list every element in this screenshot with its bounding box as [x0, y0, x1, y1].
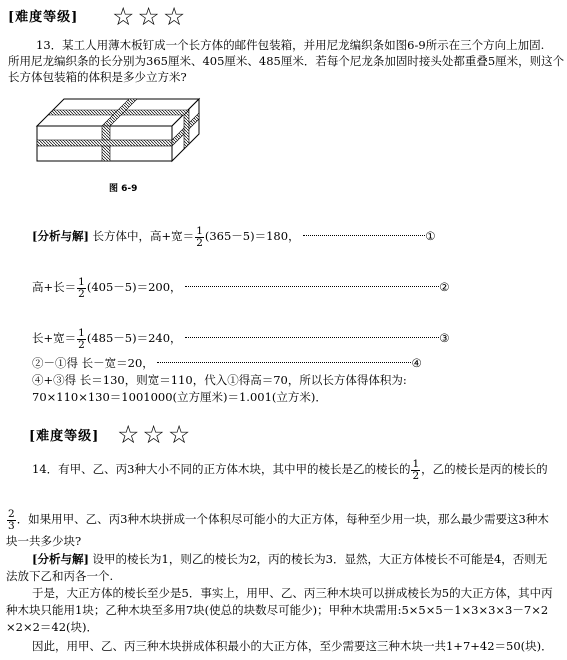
- solution-14-line-3: 于是，大正方体的棱长至少是5．事实上，用甲、乙、丙三种木块可以拼成棱长为5的大正方体，其中丙: [32, 586, 553, 600]
- solution-13-eq2: [32, 274, 450, 300]
- box-figure: [34, 93, 204, 183]
- problem-14-line-1: 14．有甲、乙、丙3种大小不同的正方体木块，其中甲的棱长是乙的棱长的 $\frac{1}{2}$ ，乙的棱长是丙的棱长的: [32, 457, 548, 482]
- fraction-one-half: $\frac{1}{2}$: [412, 457, 420, 482]
- problem-13-line-3: 长方体包装箱的体积是多少立方米?: [8, 70, 187, 84]
- difficulty-stars-2: ☆☆☆: [117, 420, 194, 449]
- eq3-suffix: (485－5)＝240，: [86, 331, 182, 345]
- leader-dots: [185, 337, 439, 338]
- mark-1: ①: [425, 229, 436, 243]
- eq2-suffix: (405－5)＝200，: [86, 280, 182, 294]
- leader-dots: [185, 286, 439, 287]
- solution-14-line-4: 种木块只能用1块；乙种木块至多用7块(使总的块数尽可能少)；甲种木块需用:5×5×5－1×3×3×3－7×2: [6, 603, 549, 617]
- solution-13-eq3: [32, 325, 450, 351]
- leader-dots: [157, 362, 411, 363]
- solution-13-eq1: [32, 223, 436, 249]
- difficulty-stars: ☆☆☆: [112, 2, 189, 31]
- problem-14-line-3: 块一共多少块?: [6, 534, 82, 548]
- solution-13-eq4: [32, 355, 422, 371]
- analysis-label-2: [分析与解]: [32, 552, 89, 566]
- fraction-half: $\frac{1}{2}$: [196, 224, 203, 249]
- solution-14-line-6: 因此，用甲、乙、丙三种木块拼成体积最小的大正方体，至少需要这三种木块一共1+7+42＝50(块)．: [32, 639, 553, 653]
- fraction-two-thirds: $\frac{2}{3}$: [8, 507, 15, 532]
- problem-13-line-1: 13．某工人用薄木板钉成一个长方体的邮件包装箱，并用尼龙编织条如图6-9所示在三个方向上加固.: [36, 38, 545, 52]
- difficulty-label: [难度等级]: [8, 10, 79, 25]
- difficulty-label-2: [难度等级]: [29, 429, 100, 444]
- solution-13-line5: ④+③得 长＝130，则宽＝110，代入①得高＝70，所以长方体得体积为:: [32, 373, 407, 387]
- eq2-prefix: 高+长＝: [32, 280, 77, 294]
- eq3-prefix: 长+宽＝: [32, 331, 77, 345]
- solution-14-line-5: ×2×2＝42(块)．: [6, 620, 99, 634]
- figure-caption: 图 6-9: [109, 184, 138, 194]
- fraction-half: $\frac{1}{2}$: [78, 275, 85, 300]
- problem-14-line-2: $\frac{2}{3}$ ．如果用甲、乙、丙3种木块拼成一个体积尽可能小的大正方体，每种至少用一块，那么最少需要这3种木: [8, 507, 549, 532]
- solution-13-line6: 70×110×130＝1001000(立方厘米)＝1.001(立方米)．: [32, 390, 327, 404]
- fraction-half: $\frac{1}{2}$: [78, 326, 85, 351]
- mark-3: ③: [439, 331, 450, 345]
- problem-13-line-2: 所用尼龙编织条的长分别为365厘米、405厘米、485厘米．若每个尼龙条加固时接头处都重叠5厘米，则这个: [8, 54, 565, 68]
- mark-4: ④: [411, 356, 422, 370]
- solution-14-line-2: 法放下乙和丙各一个.: [6, 569, 114, 583]
- mark-2: ②: [439, 280, 450, 294]
- leader-dots: [303, 235, 425, 236]
- solution-14-line-1: [分析与解] 设甲的棱长为1，则乙的棱长为2，丙的棱长为3．显然，大正方体棱长不可能是4，否则无: [32, 552, 548, 566]
- analysis-label: [分析与解]: [32, 229, 89, 243]
- eq1-prefix: 长方体中，高+宽＝: [92, 229, 195, 243]
- eq4-text: ②－①得 长－宽＝20，: [32, 356, 154, 370]
- eq1-suffix: (365－5)＝180，: [204, 229, 300, 243]
